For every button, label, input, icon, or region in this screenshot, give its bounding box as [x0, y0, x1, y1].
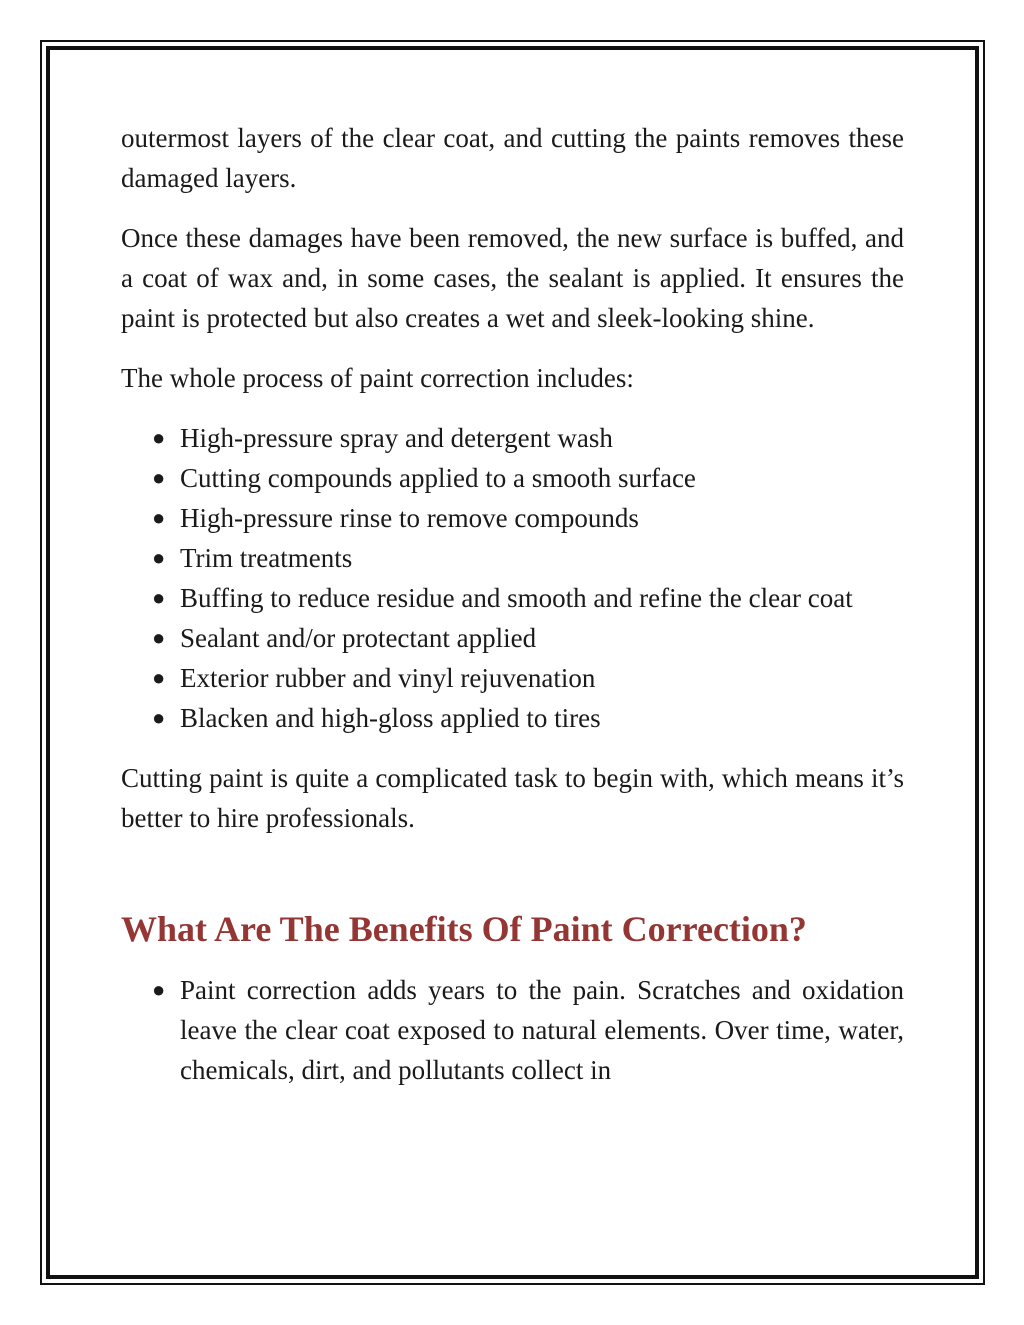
list-item-text: Buffing to reduce residue and smooth and refine the clear coat	[180, 583, 853, 613]
list-item-text: Sealant and/or protectant applied	[180, 623, 537, 653]
list-item	[121, 970, 904, 1090]
list-item	[121, 618, 904, 658]
process-list	[121, 418, 904, 738]
list-item	[121, 538, 904, 578]
section-heading: What Are The Benefits Of Paint Correction?	[121, 909, 807, 949]
list-item-text: Trim treatments	[180, 543, 353, 573]
list-item-text: Cutting compounds applied to a smooth surface	[180, 463, 696, 493]
list-item	[121, 578, 904, 618]
list-item-text: Blacken and high-gloss applied to tires	[180, 703, 601, 733]
list-item	[121, 498, 904, 538]
bullet-icon: ●	[152, 625, 166, 650]
list-item-text: High-pressure rinse to remove compounds	[180, 503, 639, 533]
paragraph-buffing: Once these damages have been removed, the new surface is buffed, and a coat of wax and, in some cases, the sealant is applied. It ensures the paint is protected but also creates a wet and sleek-looking shine.	[121, 223, 904, 333]
bullet-icon: ●	[152, 505, 166, 530]
list-item	[121, 458, 904, 498]
list-item	[121, 698, 904, 738]
bullet-icon: ●	[152, 665, 166, 690]
list-item	[121, 658, 904, 698]
list-item-text: Paint correction adds years to the pain. Scratches and oxidation leave the clear coat exposed to natural elements. Over time, water, chemicals, dirt, and pollutants collect in	[180, 975, 904, 1085]
paragraph-process-intro: The whole process of paint correction includes:	[121, 363, 634, 393]
list-item-text: Exterior rubber and vinyl rejuvenation	[180, 663, 596, 693]
bullet-icon: ●	[152, 977, 166, 1002]
list-item-text: High-pressure spray and detergent wash	[180, 423, 613, 453]
list-item	[121, 418, 904, 458]
bullet-icon: ●	[152, 465, 166, 490]
benefits-list	[121, 970, 904, 1090]
paragraph-intro-continuation: outermost layers of the clear coat, and cutting the paints removes these damaged layers.	[121, 123, 904, 193]
bullet-icon: ●	[152, 545, 166, 570]
bullet-icon: ●	[152, 705, 166, 730]
bullet-icon: ●	[152, 585, 166, 610]
bullet-icon: ●	[152, 425, 166, 450]
document-body	[121, 118, 904, 1110]
paragraph-hire-professionals: Cutting paint is quite a complicated task to begin with, which means it’s better to hire professionals.	[121, 763, 904, 833]
